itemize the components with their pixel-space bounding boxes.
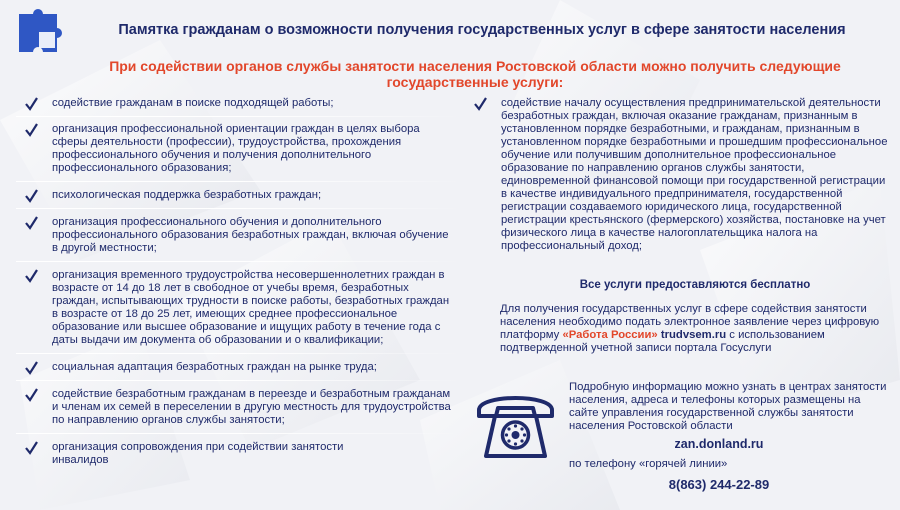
list-item xyxy=(24,97,454,110)
services-list-right xyxy=(473,97,888,253)
instructions-text: Для получения государственных услуг в сфере содействия занятости населения необходимо подать электронное заявление через цифровую платформу xyxy=(500,303,880,341)
divider xyxy=(16,208,464,209)
checkmark-icon xyxy=(24,269,38,283)
checkmark-icon xyxy=(24,361,38,375)
divider xyxy=(16,181,464,182)
divider xyxy=(16,380,464,381)
divider xyxy=(16,261,464,262)
puzzle-logo-icon xyxy=(15,8,65,58)
list-item xyxy=(24,441,454,467)
list-item xyxy=(24,388,454,427)
list-item-text: психологическая поддержка безработных граждан; xyxy=(52,189,322,201)
subtitle-line-1: При содействии органов службы занятости населения Ростовской области можно получить следующие xyxy=(109,58,841,74)
checkmark-icon xyxy=(24,123,38,137)
checkmark-icon xyxy=(24,97,38,111)
checkmark-icon xyxy=(24,441,38,455)
list-item-text: организация профессиональной ориентации граждан в целях выбора сферы деятельности (профессии), трудоустройства, прохождения профессионального обучения и получения дополнительного профессионального образования; xyxy=(52,123,420,174)
instructions-text-end: с использованием подтвержденной учетной записи портала Госуслуги xyxy=(500,329,825,354)
list-item xyxy=(24,123,454,175)
contact-info: Подробную информацию можно узнать в центрах занятости населения, адреса и телефоны которых размещены на сайте управления государственной службы занятости населения Ростовской области xyxy=(569,381,887,432)
divider xyxy=(16,353,464,354)
list-item-text: социальная адаптация безработных граждан на рынке труда; xyxy=(52,361,377,373)
list-item xyxy=(473,97,888,253)
divider xyxy=(16,116,464,117)
list-item xyxy=(24,189,454,202)
list-item-text: содействие гражданам в поиске подходящей работы; xyxy=(52,97,334,109)
list-item-text: организация сопровождения при содействии занятости инвалидов xyxy=(52,441,344,466)
application-instructions xyxy=(500,303,895,355)
hotline-phone-number[interactable]: 8(863) 244-22-89 xyxy=(668,477,770,492)
telephone-icon xyxy=(473,388,558,463)
checkmark-icon xyxy=(24,388,38,402)
services-subtitle xyxy=(60,58,890,90)
website-link[interactable]: zan.donland.ru xyxy=(674,437,764,451)
page-title: Памятка гражданам о возможности получения государственных услуг в сфере занятости населения xyxy=(118,22,846,38)
list-item-text: содействие началу осуществления предпринимательской деятельности безработных граждан, включая оказание гражданам, признанным в установленном порядке безработными, и гражданам, признанным в установленном порядке безработными и прошедшим профессиональное обучение или получившим дополнительное профессиональное образование по направлению органов службы занятости, единовременной финансовой помощи при государственной регистрации в качестве индивидуального предпринимателя, государственной регистрации создаваемого юридического лица, государственной регистрации крестьянского (фермерского) хозяйства, постановке на учет физического лица в качестве налогоплательщика налога на профессиональный доход; xyxy=(501,97,888,252)
hotline-label: по телефону «горячей линии» xyxy=(569,458,728,470)
services-list-left xyxy=(24,97,454,467)
subtitle-line-2: государственные услуги: xyxy=(386,74,564,90)
platform-site-link[interactable]: trudvsem.ru xyxy=(657,329,727,341)
list-item-text: содействие безработным гражданам в переезде и безработным гражданам и членам их семей в переселении в другую местность для трудоустройства по направлению органов службы занятости; xyxy=(52,388,451,426)
list-item xyxy=(24,216,454,255)
list-item xyxy=(24,361,454,374)
list-item-text: организация временного трудоустройства несовершеннолетних граждан в возрасте от 14 до 18 лет в свободное от учебы время, безработных граждан, испытывающих трудности в поиске работы, безработных граждан в возрасте от 18 до 25 лет, имеющих среднее профессиональное образование или высшее образование и ищущих работу в течение года с даты выдачи им документа об образовании и о квалификации; xyxy=(52,269,450,346)
divider xyxy=(16,433,464,434)
checkmark-icon xyxy=(24,216,38,230)
platform-name: «Работа России» xyxy=(562,329,658,341)
checkmark-icon xyxy=(473,97,487,111)
list-item xyxy=(24,269,454,347)
free-notice: Все услуги предоставляются бесплатно xyxy=(579,279,811,291)
checkmark-icon xyxy=(24,189,38,203)
list-item-text: организация профессионального обучения и дополнительного профессионального образования безработных граждан, включая обучение в другой местности; xyxy=(52,216,449,254)
